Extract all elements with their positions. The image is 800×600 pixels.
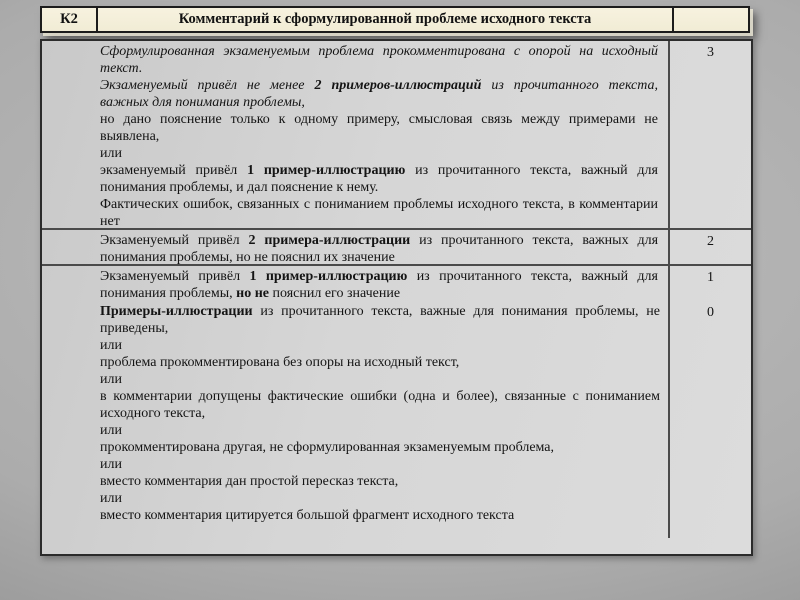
criterion-paragraph	[100, 43, 658, 77]
text-run: Фактических ошибок, связанных с пониманием проблемы исходного текста, в комментарии нет	[100, 197, 658, 228]
criterion-header	[40, 6, 750, 33]
criterion-paragraph	[100, 337, 660, 354]
criterion-score-cell: 3	[707, 45, 714, 60]
criterion-text-cell	[42, 266, 670, 301]
criterion-paragraph	[100, 422, 660, 439]
text-run: экзаменуемый привёл	[100, 163, 248, 178]
text-run: из прочитанного текста, важных для понимания проблемы,	[100, 78, 658, 110]
criterion-paragraph	[100, 232, 658, 264]
criterion-code: К2	[42, 8, 98, 31]
text-run: из прочитанного текста, важный для понимания проблемы, и дал пояснение к нему.	[100, 163, 658, 195]
text-run: из прочитанного текста, важные для понимания проблемы, не приведены,	[100, 304, 660, 336]
text-run: Экзаменуемый привёл	[100, 269, 250, 284]
criterion-paragraph	[100, 145, 658, 162]
criterion-paragraph	[100, 162, 658, 196]
text-run: 1 пример-иллюстрацию	[247, 163, 406, 178]
text-run: или	[100, 338, 122, 353]
text-run: или	[100, 491, 122, 506]
criterion-text-cell	[42, 301, 670, 554]
table-row	[42, 301, 751, 554]
table-row	[42, 264, 751, 301]
text-run: вместо комментария цитируется большой фрагмент исходного текста	[100, 508, 515, 523]
criterion-score-cell: 1	[707, 270, 714, 285]
criterion-text-cell	[42, 230, 670, 264]
text-run: из прочитанного текста, важных для понимания проблемы, но не пояснил их значение	[100, 233, 659, 264]
text-run: или	[100, 457, 122, 472]
criterion-paragraph	[100, 77, 658, 111]
criterion-score-header	[674, 8, 748, 31]
table-row	[42, 41, 751, 228]
criterion-score-cell: 2	[707, 234, 714, 249]
text-run: Сформулированная экзаменуемым проблема прокомментирована с опорой на исходный текст.	[100, 44, 658, 76]
criterion-paragraph	[100, 111, 658, 145]
text-run: 2 примера-иллюстрации	[248, 233, 411, 248]
text-run: проблема прокомментирована без опоры на исходный текст,	[100, 355, 460, 370]
text-run: Примеры-иллюстрации	[100, 304, 253, 319]
criterion-title: Комментарий к сформулированной проблеме исходного текста	[98, 8, 674, 31]
text-run: прокомментирована другая, не сформулированная экзаменуемым проблема,	[100, 440, 555, 455]
text-run: 1 пример-иллюстрацию	[249, 269, 408, 284]
text-run: в комментарии допущены фактические ошибки (одна и более), связанные с пониманием исходного текста,	[100, 389, 660, 421]
criterion-paragraph	[100, 196, 658, 228]
text-run: или	[100, 423, 122, 438]
criterion-paragraph	[100, 354, 660, 371]
text-run: из прочитанного текста, важный для понимания проблемы,	[100, 269, 658, 301]
criterion-paragraph	[100, 388, 660, 422]
text-run: но не	[236, 286, 269, 301]
criterion-paragraph	[100, 473, 660, 490]
criterion-paragraph	[100, 456, 660, 473]
text-run: пояснил его значение	[268, 286, 401, 301]
criterion-paragraph	[100, 490, 660, 507]
text-run: или	[100, 146, 122, 161]
criterion-paragraph	[100, 303, 660, 337]
text-run: Экзаменуемый привёл не менее	[100, 78, 315, 93]
criterion-score-cell: 0	[707, 305, 714, 320]
criterion-paragraph	[100, 268, 658, 301]
text-run: Экзаменуемый привёл	[100, 233, 249, 248]
table-row	[42, 228, 751, 264]
text-run: 2 примеров-иллюстраций	[314, 78, 482, 93]
text-run: или	[100, 372, 122, 387]
criterion-paragraph	[100, 439, 660, 456]
criterion-paragraph	[100, 371, 660, 388]
criterion-text-cell	[42, 41, 670, 228]
text-run: вместо комментария дан простой пересказ текста,	[100, 474, 399, 489]
criteria-table	[40, 39, 753, 556]
text-run: но дано пояснение только к одному примеру, смысловая связь между примерами не выявлена,	[100, 112, 658, 144]
criterion-paragraph	[100, 507, 660, 524]
